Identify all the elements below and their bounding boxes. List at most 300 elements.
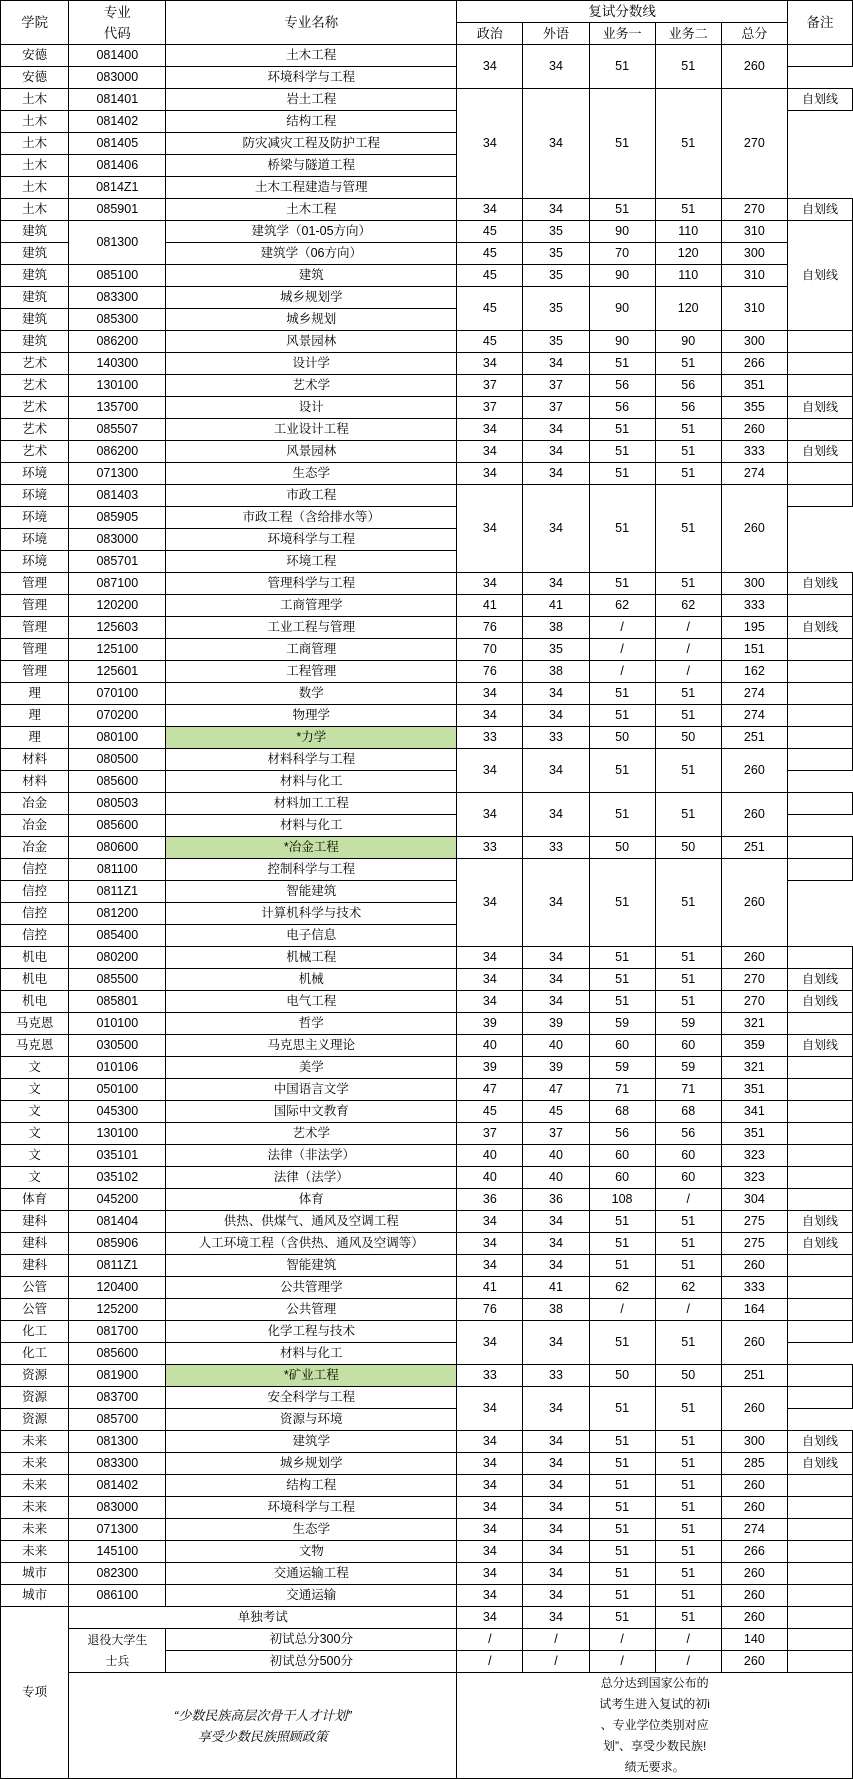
cell-politics: 34 xyxy=(457,705,523,727)
cell-note: 自划线 xyxy=(787,1431,852,1453)
cell-college: 安德 xyxy=(1,67,69,89)
cell-total: 260 xyxy=(721,1497,787,1519)
cell-major2: 68 xyxy=(655,1101,721,1123)
cell-total: 260 xyxy=(721,749,787,793)
cell-foreign: 34 xyxy=(523,1431,589,1453)
cell-politics: 34 xyxy=(457,969,523,991)
cell-major-code: 085600 xyxy=(69,771,166,793)
table-row xyxy=(1,1233,853,1255)
footer-single-exam-row xyxy=(1,1607,853,1629)
cell-college: 化工 xyxy=(1,1321,69,1343)
cell-major-name: 交通运输 xyxy=(166,1585,457,1607)
table-row xyxy=(1,1519,853,1541)
cell-major1: 51 xyxy=(589,1519,655,1541)
table-row xyxy=(1,595,853,617)
cell-note: 自划线 xyxy=(787,199,852,221)
cell-politics: 34 xyxy=(457,1541,523,1563)
table-row xyxy=(1,1211,853,1233)
cell-foreign: 40 xyxy=(523,1035,589,1057)
cell-major1: / xyxy=(589,1651,655,1673)
table-row xyxy=(1,1541,853,1563)
cell-college: 材料 xyxy=(1,749,69,771)
cell-total: 321 xyxy=(721,1013,787,1035)
cell-politics: 34 xyxy=(457,1585,523,1607)
cell-major-name: 建筑学（06方向） xyxy=(166,243,457,265)
cell-note xyxy=(787,1541,852,1563)
cell-college: 城市 xyxy=(1,1563,69,1585)
cell-total: 351 xyxy=(721,375,787,397)
cell-major-code: 085701 xyxy=(69,551,166,573)
cell-major-name: 艺术学 xyxy=(166,1123,457,1145)
cell-major-name: 初试总分500分 xyxy=(166,1651,457,1673)
cell-major2: 51 xyxy=(655,969,721,991)
cell-total: 260 xyxy=(721,1651,787,1673)
table-row xyxy=(1,485,853,507)
cell-total: 333 xyxy=(721,595,787,617)
cell-foreign: 34 xyxy=(523,1607,589,1629)
cell-major-code: 081300 xyxy=(69,221,166,265)
cell-note: 自划线 xyxy=(787,1233,852,1255)
cell-note: 自划线 xyxy=(787,397,852,419)
cell-college: 资源 xyxy=(1,1365,69,1387)
footer-veteran-row xyxy=(1,1629,853,1651)
cell-major-name: 机械工程 xyxy=(166,947,457,969)
cell-total: 300 xyxy=(721,243,787,265)
cell-foreign: 34 xyxy=(523,991,589,1013)
cell-college: 冶金 xyxy=(1,815,69,837)
cell-college: 信控 xyxy=(1,925,69,947)
cell-college: 马克恩 xyxy=(1,1035,69,1057)
cell-major1: 56 xyxy=(589,375,655,397)
cell-college: 管理 xyxy=(1,617,69,639)
cell-major-name: 哲学 xyxy=(166,1013,457,1035)
cell-major-code: 085905 xyxy=(69,507,166,529)
cell-major-code: 081401 xyxy=(69,89,166,111)
cell-college: 机电 xyxy=(1,969,69,991)
cell-major1: 51 xyxy=(589,1541,655,1563)
cell-college: 资源 xyxy=(1,1387,69,1409)
cell-major1: 70 xyxy=(589,243,655,265)
cell-major2: 51 xyxy=(655,485,721,573)
cell-major2: 51 xyxy=(655,1233,721,1255)
cell-major-name: 法律（法学） xyxy=(166,1167,457,1189)
cell-college: 机电 xyxy=(1,991,69,1013)
cell-total: 270 xyxy=(721,89,787,199)
cell-major-code: 035102 xyxy=(69,1167,166,1189)
cell-politics: 34 xyxy=(457,947,523,969)
cell-major1: 51 xyxy=(589,463,655,485)
cell-note xyxy=(787,1123,852,1145)
cell-major2: 51 xyxy=(655,705,721,727)
cell-major-name: 市政工程（含给排水等） xyxy=(166,507,457,529)
cell-note: 自划线 xyxy=(787,1453,852,1475)
cell-major1: 51 xyxy=(589,441,655,463)
cell-major-code: 125601 xyxy=(69,661,166,683)
cell-major-name: 岩土工程 xyxy=(166,89,457,111)
cell-major1: 68 xyxy=(589,1101,655,1123)
cell-major1: 51 xyxy=(589,749,655,793)
cell-major1: 51 xyxy=(589,573,655,595)
cell-politics: 34 xyxy=(457,1497,523,1519)
table-row xyxy=(1,1299,853,1321)
cell-foreign: 34 xyxy=(523,947,589,969)
cell-major1: 51 xyxy=(589,1475,655,1497)
cell-major-code: 071300 xyxy=(69,463,166,485)
cell-major2: 120 xyxy=(655,287,721,331)
cell-major2: 51 xyxy=(655,463,721,485)
cell-note xyxy=(787,375,852,397)
cell-note xyxy=(787,859,852,881)
cell-note xyxy=(787,1519,852,1541)
cell-major1: 62 xyxy=(589,1277,655,1299)
table-row xyxy=(1,1167,853,1189)
cell-politics: 47 xyxy=(457,1079,523,1101)
cell-politics: 36 xyxy=(457,1189,523,1211)
cell-major-name: 建筑学 xyxy=(166,1431,457,1453)
cell-major-name: 电子信息 xyxy=(166,925,457,947)
cell-major-code: 081404 xyxy=(69,1211,166,1233)
cell-total: 321 xyxy=(721,1057,787,1079)
cell-major2: 51 xyxy=(655,1453,721,1475)
cell-major2: 50 xyxy=(655,727,721,749)
cell-total: 310 xyxy=(721,287,787,331)
table-row xyxy=(1,1453,853,1475)
cell-foreign: 37 xyxy=(523,397,589,419)
cell-note: 自划线 xyxy=(787,221,852,331)
cell-major-name: 建筑学（01-05方向） xyxy=(166,221,457,243)
cell-note xyxy=(787,353,852,375)
cell-politics: 76 xyxy=(457,661,523,683)
cell-foreign: 34 xyxy=(523,1475,589,1497)
cell-politics: 33 xyxy=(457,727,523,749)
cell-note: 自划线 xyxy=(787,573,852,595)
cell-college: 土木 xyxy=(1,199,69,221)
table-row xyxy=(1,947,853,969)
cell-major-name: 材料加工工程 xyxy=(166,793,457,815)
cell-major-name: 环境工程 xyxy=(166,551,457,573)
cell-total: 260 xyxy=(721,1563,787,1585)
cell-politics: 34 xyxy=(457,1233,523,1255)
cell-major-code: 085300 xyxy=(69,309,166,331)
header-major-code-line1: 专业 xyxy=(103,4,131,20)
cell-politics: 34 xyxy=(457,859,523,947)
cell-major-name: 工程管理 xyxy=(166,661,457,683)
cell-major-code: 010106 xyxy=(69,1057,166,1079)
cell-major-code: 085801 xyxy=(69,991,166,1013)
cell-note xyxy=(787,727,852,749)
cell-major1: 59 xyxy=(589,1057,655,1079)
cell-foreign: 34 xyxy=(523,353,589,375)
cell-major2: 56 xyxy=(655,397,721,419)
cell-college: 管理 xyxy=(1,573,69,595)
cell-major-code: 085400 xyxy=(69,925,166,947)
cell-major2: 51 xyxy=(655,683,721,705)
cell-major1: 90 xyxy=(589,221,655,243)
cell-politics: 34 xyxy=(457,1563,523,1585)
table-row xyxy=(1,639,853,661)
cell-politics: 34 xyxy=(457,683,523,705)
cell-major-code: 083700 xyxy=(69,1387,166,1409)
table-row xyxy=(1,1123,853,1145)
cell-note xyxy=(787,485,852,507)
cell-note xyxy=(787,1651,852,1673)
cell-major-code: 0814Z1 xyxy=(69,177,166,199)
cell-foreign: 34 xyxy=(523,749,589,793)
cell-major-name: 环境科学与工程 xyxy=(166,1497,457,1519)
cell-major-code: 082300 xyxy=(69,1563,166,1585)
cell-major2: 51 xyxy=(655,859,721,947)
cell-foreign: 34 xyxy=(523,45,589,89)
cell-politics: 45 xyxy=(457,1101,523,1123)
cell-college: 文 xyxy=(1,1101,69,1123)
cell-note xyxy=(787,749,852,771)
cell-major-name: 土木工程建造与管理 xyxy=(166,177,457,199)
cell-note xyxy=(787,1365,852,1387)
cell-foreign: 34 xyxy=(523,89,589,199)
cell-total: 300 xyxy=(721,331,787,353)
cell-major-name: 环境科学与工程 xyxy=(166,529,457,551)
cell-politics: 34 xyxy=(457,793,523,837)
cell-major1: 51 xyxy=(589,683,655,705)
cell-note xyxy=(787,1057,852,1079)
cell-major-name: 体育 xyxy=(166,1189,457,1211)
cell-major1: 50 xyxy=(589,727,655,749)
cell-note xyxy=(787,639,852,661)
cell-major1: 62 xyxy=(589,595,655,617)
cell-total: 164 xyxy=(721,1299,787,1321)
cell-foreign: 34 xyxy=(523,1497,589,1519)
table-row xyxy=(1,837,853,859)
table-row xyxy=(1,45,853,67)
cell-major-name: 设计学 xyxy=(166,353,457,375)
cell-total: 310 xyxy=(721,265,787,287)
cell-major-name: 生态学 xyxy=(166,463,457,485)
cell-total: 274 xyxy=(721,1519,787,1541)
cell-college: 文 xyxy=(1,1145,69,1167)
table-row xyxy=(1,749,853,771)
cell-major-name: 智能建筑 xyxy=(166,881,457,903)
header-politics: 政治 xyxy=(457,23,523,45)
cell-major-code: 030500 xyxy=(69,1035,166,1057)
cell-note xyxy=(787,1101,852,1123)
cell-note xyxy=(787,331,852,353)
cell-politics: 34 xyxy=(457,441,523,463)
cell-major-name: 材料与化工 xyxy=(166,815,457,837)
table-row xyxy=(1,991,853,1013)
footer-policy-row xyxy=(1,1673,853,1779)
cell-note: 自划线 xyxy=(787,1035,852,1057)
cell-major2: / xyxy=(655,1629,721,1651)
cell-college: 未来 xyxy=(1,1475,69,1497)
cell-major2: 120 xyxy=(655,243,721,265)
cell-major-name: 设计 xyxy=(166,397,457,419)
cell-major2: 51 xyxy=(655,1211,721,1233)
cell-politics: / xyxy=(457,1651,523,1673)
cell-major-code: 085100 xyxy=(69,265,166,287)
cell-major-code: 081400 xyxy=(69,45,166,67)
cell-major1: 51 xyxy=(589,1233,655,1255)
cell-politics: 34 xyxy=(457,1255,523,1277)
cell-foreign: 35 xyxy=(523,221,589,243)
table-row xyxy=(1,441,853,463)
cell-politics: 41 xyxy=(457,595,523,617)
cell-foreign: 34 xyxy=(523,441,589,463)
cell-major1: 51 xyxy=(589,89,655,199)
cell-major2: 51 xyxy=(655,573,721,595)
cell-foreign: 35 xyxy=(523,243,589,265)
cell-politics: 37 xyxy=(457,397,523,419)
cell-note xyxy=(787,1497,852,1519)
cell-college: 建筑 xyxy=(1,331,69,353)
cell-major-name: 材料科学与工程 xyxy=(166,749,457,771)
veteran-soldier-label: 退役大学生 士兵 xyxy=(69,1629,166,1673)
cell-major1: 90 xyxy=(589,287,655,331)
cell-major-code: 081406 xyxy=(69,155,166,177)
cell-major2: 51 xyxy=(655,947,721,969)
cell-major-name: 化学工程与技术 xyxy=(166,1321,457,1343)
cell-foreign: 36 xyxy=(523,1189,589,1211)
cell-total: 260 xyxy=(721,45,787,89)
table-row xyxy=(1,661,853,683)
cell-major-name: 安全科学与工程 xyxy=(166,1387,457,1409)
table-row xyxy=(1,419,853,441)
cell-note xyxy=(787,1475,852,1497)
cell-major-code: 081900 xyxy=(69,1365,166,1387)
cell-college: 环境 xyxy=(1,507,69,529)
table-row xyxy=(1,1101,853,1123)
cell-note: 自划线 xyxy=(787,1211,852,1233)
cell-college: 建科 xyxy=(1,1211,69,1233)
cell-major2: 59 xyxy=(655,1057,721,1079)
table-row xyxy=(1,375,853,397)
table-row xyxy=(1,199,853,221)
header-major-code-line2: 代码 xyxy=(103,25,131,41)
cell-major-code: 130100 xyxy=(69,1123,166,1145)
cell-note: 自划线 xyxy=(787,89,852,111)
cell-total: 333 xyxy=(721,1277,787,1299)
cell-major-code: 071300 xyxy=(69,1519,166,1541)
cell-major-code: 125100 xyxy=(69,639,166,661)
cell-major-code: 0811Z1 xyxy=(69,1255,166,1277)
cell-college: 体育 xyxy=(1,1189,69,1211)
cell-college: 艺术 xyxy=(1,353,69,375)
cell-major-code: 081300 xyxy=(69,1431,166,1453)
cell-foreign: 45 xyxy=(523,1101,589,1123)
cell-total: 266 xyxy=(721,1541,787,1563)
cell-college: 公管 xyxy=(1,1277,69,1299)
cell-total: 260 xyxy=(721,1475,787,1497)
cell-major2: 51 xyxy=(655,1497,721,1519)
cell-total: 341 xyxy=(721,1101,787,1123)
cell-total: 260 xyxy=(721,1585,787,1607)
cell-major2: 50 xyxy=(655,837,721,859)
cell-note xyxy=(787,683,852,705)
cell-college: 环境 xyxy=(1,551,69,573)
cell-politics: 76 xyxy=(457,1299,523,1321)
cell-total: 274 xyxy=(721,463,787,485)
cell-note xyxy=(787,1585,852,1607)
cell-note: 自划线 xyxy=(787,617,852,639)
cell-foreign: 34 xyxy=(523,1519,589,1541)
cell-politics: 39 xyxy=(457,1013,523,1035)
cell-major-code: 070200 xyxy=(69,705,166,727)
cell-major2: 51 xyxy=(655,1541,721,1563)
cell-foreign: 35 xyxy=(523,287,589,331)
cell-major1: 59 xyxy=(589,1013,655,1035)
cell-major1: 56 xyxy=(589,397,655,419)
cell-total: 251 xyxy=(721,1365,787,1387)
cell-major1: 51 xyxy=(589,1211,655,1233)
cell-college: 城市 xyxy=(1,1585,69,1607)
cell-foreign: 33 xyxy=(523,837,589,859)
cell-major-name: 控制科学与工程 xyxy=(166,859,457,881)
cell-college: 土木 xyxy=(1,155,69,177)
cell-total: 300 xyxy=(721,573,787,595)
cell-total: 323 xyxy=(721,1145,787,1167)
cell-major2: / xyxy=(655,639,721,661)
cell-major-code: 081200 xyxy=(69,903,166,925)
cell-note xyxy=(787,1299,852,1321)
cell-major-name: 风景园林 xyxy=(166,441,457,463)
cell-major2: 62 xyxy=(655,1277,721,1299)
cell-major1: 51 xyxy=(589,705,655,727)
cell-college: 艺术 xyxy=(1,419,69,441)
table-body xyxy=(1,45,853,1779)
cell-note xyxy=(787,1607,852,1629)
cell-foreign: 34 xyxy=(523,1585,589,1607)
cell-major1: 51 xyxy=(589,1563,655,1585)
cell-total: 151 xyxy=(721,639,787,661)
cell-foreign: 40 xyxy=(523,1145,589,1167)
cell-major-name: 土木工程 xyxy=(166,199,457,221)
cell-college: 信控 xyxy=(1,903,69,925)
cell-total: 251 xyxy=(721,837,787,859)
header-college: 学院 xyxy=(1,1,69,45)
cell-total: 333 xyxy=(721,441,787,463)
cell-foreign: 34 xyxy=(523,199,589,221)
cell-foreign: 34 xyxy=(523,485,589,573)
table-row xyxy=(1,1013,853,1035)
cell-note xyxy=(787,1321,852,1343)
cell-politics: 34 xyxy=(457,573,523,595)
cell-major-name: 工商管理 xyxy=(166,639,457,661)
cell-major1: 50 xyxy=(589,1365,655,1387)
cell-college: 安德 xyxy=(1,45,69,67)
cell-total: 260 xyxy=(721,859,787,947)
cell-major1: 51 xyxy=(589,859,655,947)
cell-college: 理 xyxy=(1,683,69,705)
cell-major2: / xyxy=(655,617,721,639)
cell-note xyxy=(787,661,852,683)
cell-college: 文 xyxy=(1,1057,69,1079)
cell-major-code: 081700 xyxy=(69,1321,166,1343)
cell-major-name: 管理科学与工程 xyxy=(166,573,457,595)
cell-total: 260 xyxy=(721,793,787,837)
cell-college: 艺术 xyxy=(1,375,69,397)
cell-major-code: 125603 xyxy=(69,617,166,639)
cell-total: 323 xyxy=(721,1167,787,1189)
cell-note xyxy=(787,1563,852,1585)
cell-major-code: 083000 xyxy=(69,1497,166,1519)
table-row xyxy=(1,705,853,727)
cell-major1: 51 xyxy=(589,793,655,837)
cell-note: 自划线 xyxy=(787,441,852,463)
cell-politics: 37 xyxy=(457,1123,523,1145)
cell-total: 140 xyxy=(721,1629,787,1651)
cell-politics: 33 xyxy=(457,837,523,859)
cell-total: 274 xyxy=(721,705,787,727)
cell-major-name: 城乡规划学 xyxy=(166,287,457,309)
